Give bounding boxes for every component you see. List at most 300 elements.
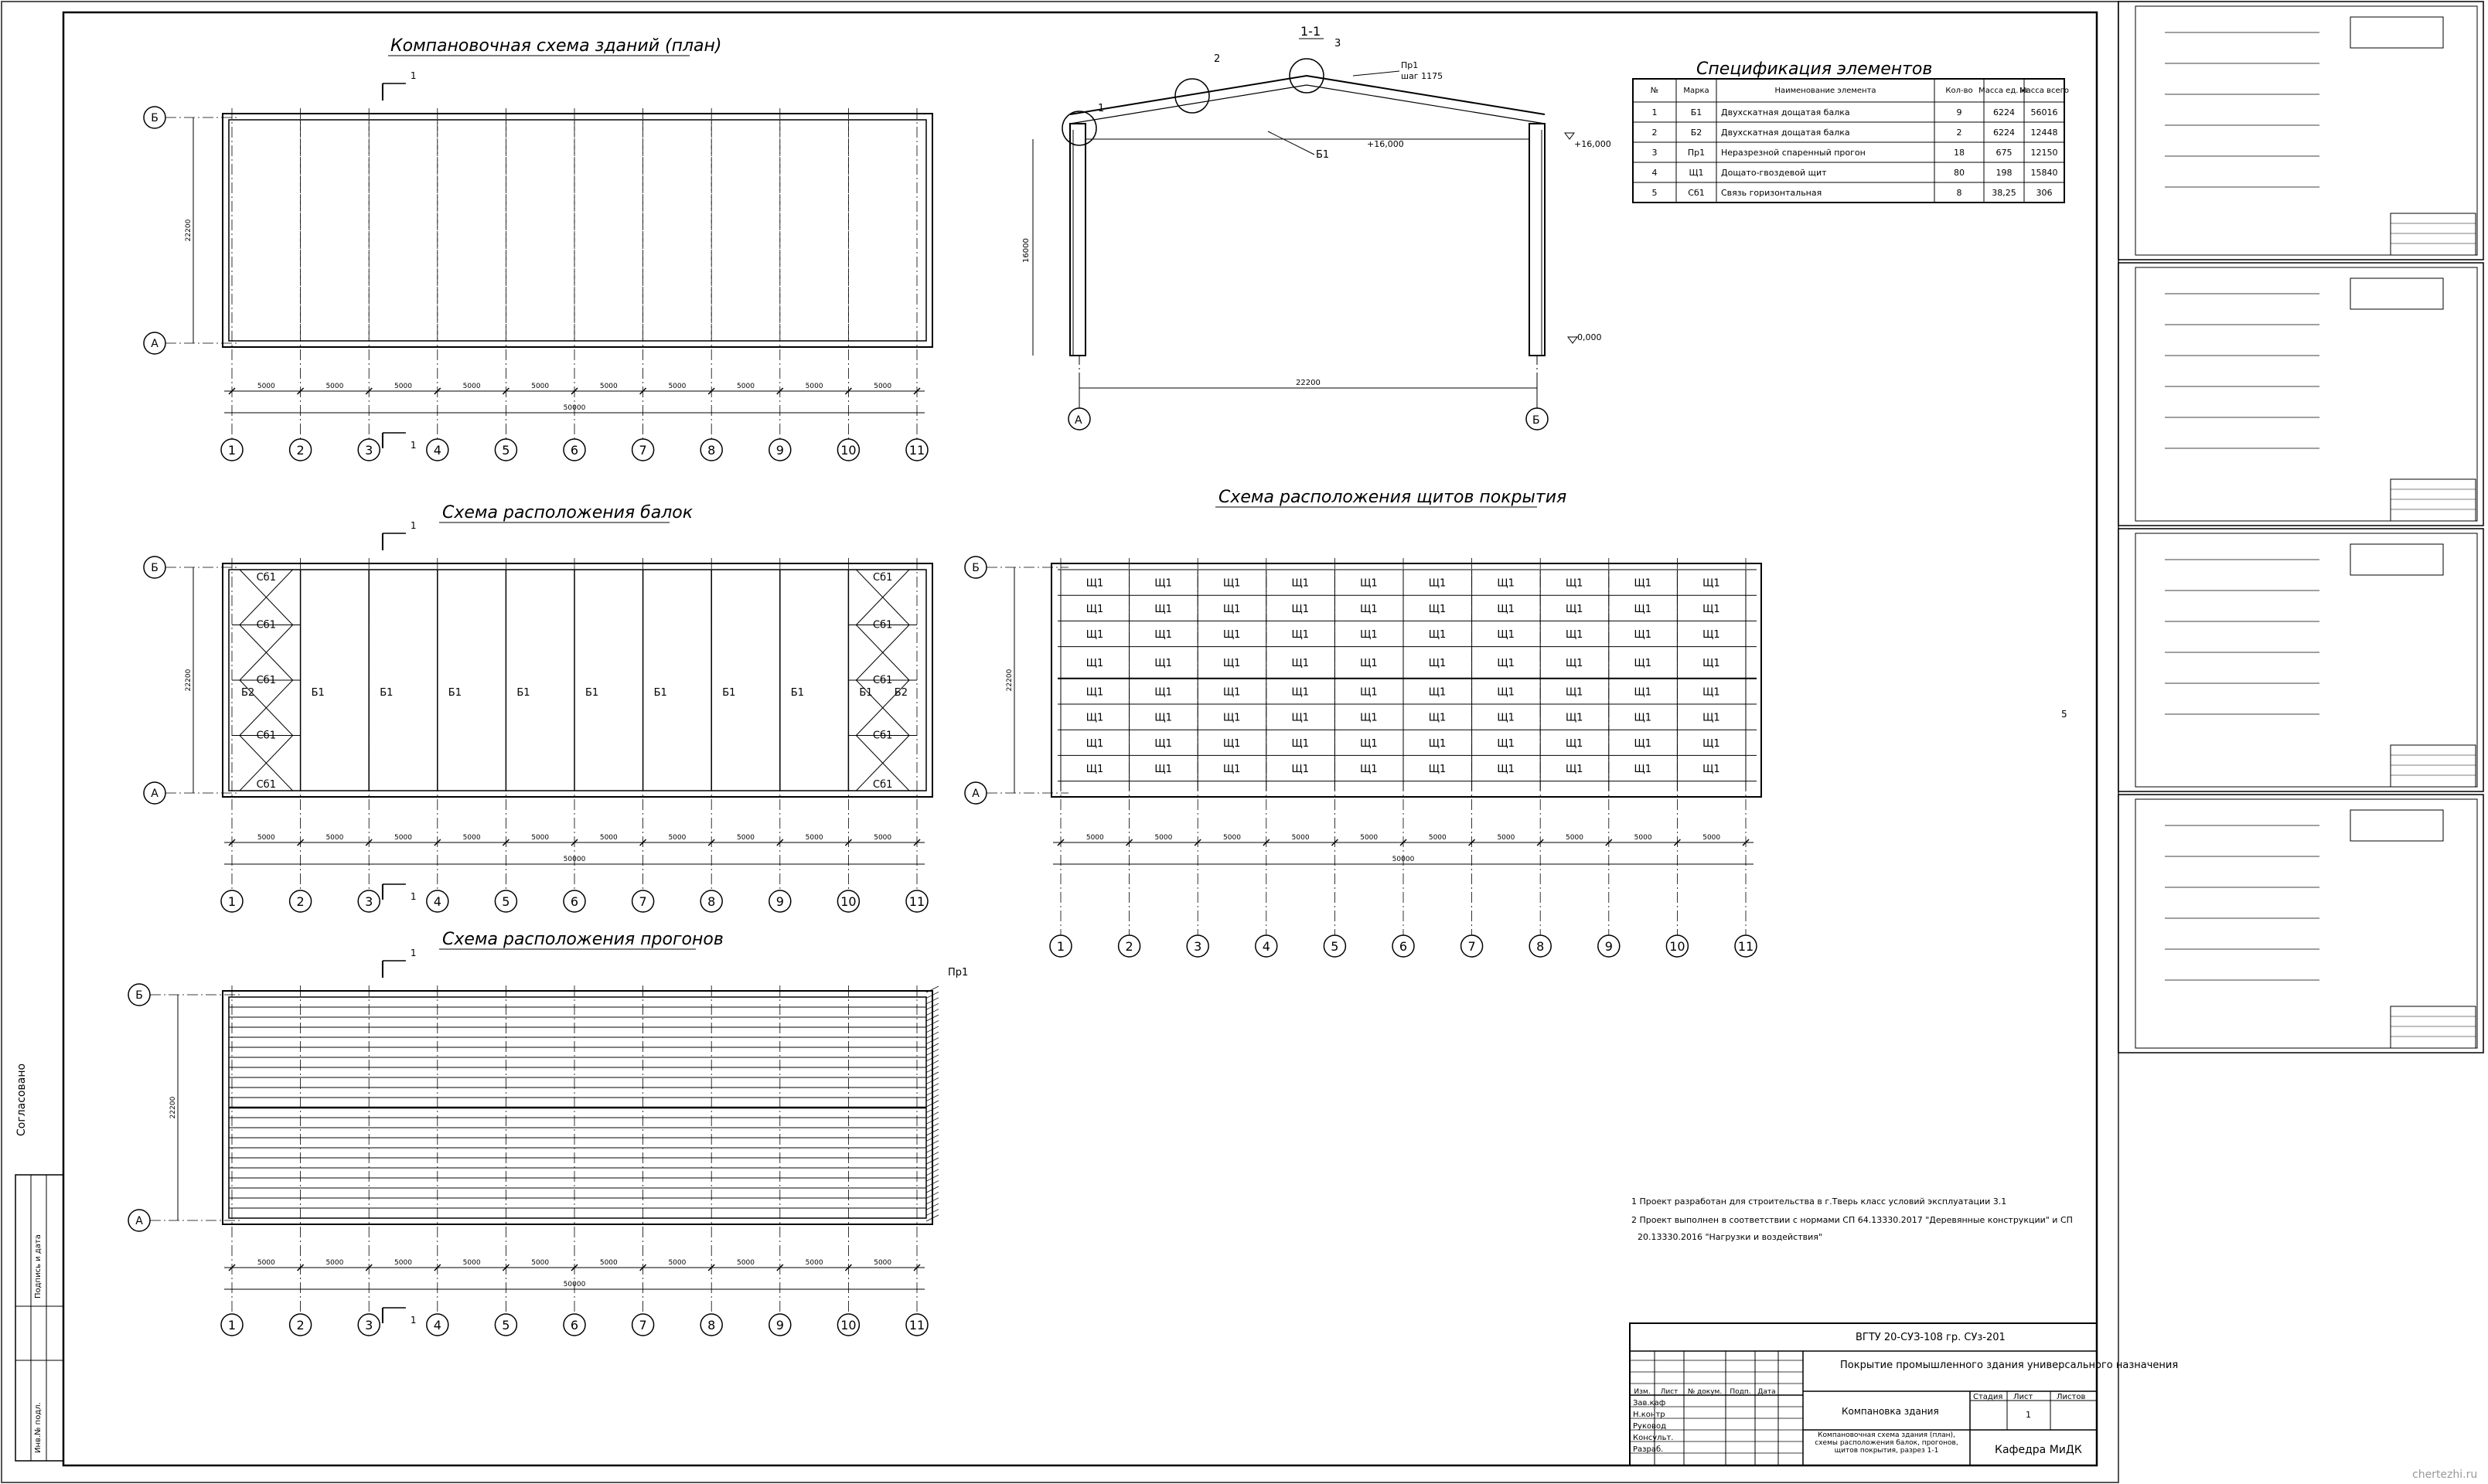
spec-cell-5-2: Связь горизонтальная (1721, 188, 1822, 198)
axis-label-9: 9 (775, 443, 784, 458)
thumb-sheet-4 (2118, 795, 2483, 1053)
shield-4-6: Щ1 (1428, 658, 1447, 670)
spec-cell-2-3: 2 (1956, 128, 1962, 138)
beams-title: Схема расположения балок (442, 503, 694, 522)
shield-1-7: Щ1 (1497, 577, 1515, 590)
shield-3-6: Щ1 (1428, 629, 1447, 641)
shield-4-8: Щ1 (1565, 658, 1583, 670)
cut-label-top: 1 (410, 948, 417, 958)
brace-label-1-1: Сб1 (873, 619, 893, 631)
shield-5-1: Щ1 (1086, 686, 1104, 699)
bay-dim-4: 5000 (462, 834, 481, 842)
brace-label-1-0: Сб1 (873, 572, 893, 584)
bay-dim-2: 5000 (325, 383, 344, 390)
bay-dim-1: 5000 (257, 1259, 275, 1267)
shield-3-10: Щ1 (1702, 629, 1720, 641)
sheet-frame (2, 2, 2118, 1482)
side-inv: Инв.№ подл. (34, 1402, 43, 1453)
spec-header-2: Наименование элемента (1774, 87, 1876, 95)
axis-label-1: 1 (227, 1318, 237, 1333)
note-1: 1 Проект разработан для строительства в г.Тверь класс условий эксплуатации 3.1 (1631, 1196, 2007, 1207)
shield-4-5: Щ1 (1360, 658, 1378, 670)
span-dim: 22200 (185, 669, 193, 692)
bay-dim-8: 5000 (737, 383, 755, 390)
tb-col-1: Лист (1660, 1388, 1679, 1396)
spec-header-3: Кол-во (1945, 87, 1973, 95)
bay-dim-7: 5000 (668, 1259, 687, 1267)
axis-label-8: 8 (1536, 939, 1545, 954)
axis-label-7: 7 (639, 894, 647, 909)
shield-4-2: Щ1 (1154, 658, 1172, 670)
shield-5-9: Щ1 (1634, 686, 1652, 699)
axis-label-9: 9 (775, 894, 784, 909)
bay-dim-7: 5000 (1497, 834, 1515, 842)
plan-title: Компановочная схема зданий (план) (390, 36, 722, 56)
bay-dim-3: 5000 (394, 1259, 412, 1267)
axis-label-3: 3 (365, 1318, 373, 1333)
shield-6-2: Щ1 (1154, 712, 1172, 724)
thumb-sheet-1 (2118, 2, 2483, 260)
axis-label-2: 2 (1125, 939, 1133, 954)
shield-5-7: Щ1 (1497, 686, 1515, 699)
bay-dim-9: 5000 (805, 1259, 823, 1267)
tb-sheet-name: Компановка здания (1842, 1406, 1939, 1417)
side-stamp (15, 1064, 63, 1461)
cut-label-top: 1 (410, 520, 417, 531)
axis-label-10: 10 (840, 894, 857, 909)
beam-label-2: Б1 (311, 687, 325, 699)
spec-cell-4-2: Дощато-гвоздевой щит (1721, 168, 1827, 178)
shield-6-3: Щ1 (1222, 712, 1241, 724)
section-axis-a: А (1075, 414, 1082, 427)
shield-3-1: Щ1 (1086, 629, 1104, 641)
section-purlin-step: шаг 1175 (1401, 71, 1443, 81)
tb-col-0: Изм. (1634, 1388, 1651, 1396)
beam-label-7: Б1 (653, 687, 667, 699)
shield-6-5: Щ1 (1360, 712, 1378, 724)
bay-dim-4: 5000 (1291, 834, 1310, 842)
axis-label-11: 11 (1737, 939, 1754, 954)
spec-cell-1-0: 1 (1651, 107, 1658, 117)
shield-7-8: Щ1 (1565, 737, 1583, 750)
row-label-А: А (135, 1215, 143, 1227)
shield-3-5: Щ1 (1360, 629, 1378, 641)
section-callout-3: 3 (1334, 38, 1341, 49)
bay-dim-9: 5000 (805, 383, 823, 390)
shield-4-3: Щ1 (1222, 658, 1241, 670)
bay-dim-5: 5000 (531, 1259, 550, 1267)
shield-6-1: Щ1 (1086, 712, 1104, 724)
cut-label-bottom: 1 (410, 1315, 417, 1326)
bay-dim-2: 5000 (325, 834, 344, 842)
tb-sheet-h: Лист (2013, 1393, 2033, 1401)
shield-2-8: Щ1 (1565, 603, 1583, 615)
shields-title: Схема расположения щитов покрытия (1218, 488, 1567, 507)
brace-label-1-4: Сб1 (873, 779, 893, 791)
spec-cell-1-3: 9 (1956, 107, 1962, 117)
beam-label-10: Б1 (859, 687, 873, 699)
shield-1-3: Щ1 (1222, 577, 1241, 590)
spec-header-5: Масса всего (2019, 87, 2069, 95)
tb-role-4: Разраб. (1633, 1445, 1664, 1454)
axis-label-8: 8 (707, 1318, 716, 1333)
bay-dim-10: 5000 (874, 1259, 892, 1267)
shield-8-7: Щ1 (1497, 764, 1515, 775)
section-level-zero: 0,000 (1577, 332, 1602, 342)
shield-5-2: Щ1 (1154, 686, 1172, 699)
shield-8-8: Щ1 (1565, 764, 1583, 775)
tb-sheets-h: Листов (2057, 1393, 2086, 1401)
section-purlin-tag: Пр1 (1401, 60, 1419, 70)
spec-cell-3-0: 3 (1651, 148, 1658, 158)
bay-dim-3: 5000 (1223, 834, 1241, 842)
axis-label-1: 1 (227, 894, 237, 909)
shield-3-9: Щ1 (1634, 629, 1652, 641)
beam-label-5: Б1 (516, 687, 530, 699)
bay-dim-3: 5000 (394, 834, 412, 842)
spec-header-0: № (1650, 87, 1659, 95)
total-dim: 50000 (1392, 856, 1415, 863)
thumb-sheet-3 (2118, 529, 2483, 791)
axis-label-4: 4 (1262, 939, 1270, 954)
cut-label-bottom: 1 (410, 891, 417, 902)
shield-1-6: Щ1 (1428, 577, 1447, 590)
spec-cell-1-4: 6224 (1993, 107, 2015, 117)
bay-dim-7: 5000 (668, 834, 687, 842)
spec-title: Спецификация элементов (1696, 60, 1933, 79)
axis-label-4: 4 (433, 443, 441, 458)
axis-label-8: 8 (707, 443, 716, 458)
beam-label-9: Б1 (790, 687, 805, 699)
tb-project: Покрытие промышленного здания универсального назначения (1840, 1360, 2179, 1371)
notes (1631, 1196, 2073, 1242)
bay-dim-9: 5000 (1634, 834, 1652, 842)
bay-dim-7: 5000 (668, 383, 687, 390)
axis-label-1: 1 (227, 443, 237, 458)
spec-cell-1-2: Двухскатная дощатая балка (1721, 107, 1850, 117)
bay-dim-3: 5000 (394, 383, 412, 390)
brace-label-0-1: Сб1 (256, 619, 276, 631)
tb-col-4: Дата (1757, 1388, 1776, 1396)
total-dim: 50000 (563, 856, 586, 863)
tb-sheet-no: 1 (2026, 1410, 2031, 1420)
axis-label-9: 9 (1604, 939, 1613, 954)
shield-6-4: Щ1 (1291, 712, 1310, 724)
axis-label-3: 3 (365, 443, 373, 458)
bay-dim-6: 5000 (599, 383, 618, 390)
beam-label-3: Б1 (380, 687, 394, 699)
spec-cell-4-5: 15840 (2030, 168, 2058, 178)
axis-label-10: 10 (840, 1318, 857, 1333)
plan-view (144, 36, 932, 461)
sheet-thumbnails (2118, 2, 2483, 1053)
section-axis-b: Б (1532, 414, 1540, 427)
shield-2-10: Щ1 (1702, 603, 1720, 615)
span-dim: 22200 (1006, 669, 1014, 692)
shield-7-7: Щ1 (1497, 737, 1515, 750)
shield-6-8: Щ1 (1565, 712, 1583, 724)
row-label-Б: Б (151, 562, 158, 574)
axis-label-6: 6 (570, 443, 579, 458)
beam-label-4: Б1 (448, 687, 462, 699)
shield-7-5: Щ1 (1360, 737, 1378, 750)
shield-5-8: Щ1 (1565, 686, 1583, 699)
bay-dim-5: 5000 (531, 834, 550, 842)
axis-label-2: 2 (296, 894, 305, 909)
shield-2-1: Щ1 (1086, 603, 1104, 615)
shield-1-2: Щ1 (1154, 577, 1172, 590)
shield-7-1: Щ1 (1086, 737, 1104, 750)
bay-dim-6: 5000 (599, 1259, 618, 1267)
watermark: chertezhi.ru (2412, 1469, 2478, 1481)
spec-cell-5-4: 38,25 (1992, 188, 2016, 198)
spec-cell-3-4: 675 (1996, 148, 2013, 158)
shield-7-2: Щ1 (1154, 737, 1172, 750)
section-callout-1: 1 (1098, 103, 1105, 114)
axis-label-9: 9 (775, 1318, 784, 1333)
page-marker: 5 (2061, 709, 2067, 720)
total-dim: 50000 (563, 404, 586, 412)
spec-table (1633, 60, 2069, 203)
shield-8-10: Щ1 (1702, 764, 1720, 775)
shield-6-10: Щ1 (1702, 712, 1720, 724)
brace-label-0-4: Сб1 (256, 779, 276, 791)
tb-dept: Кафедра МиДК (1995, 1444, 2082, 1456)
spec-cell-3-3: 18 (1954, 148, 1965, 158)
shield-8-5: Щ1 (1360, 764, 1378, 775)
shield-1-8: Щ1 (1565, 577, 1583, 590)
purlins-title: Схема расположения прогонов (442, 930, 724, 949)
section-span-dim: 22200 (1296, 379, 1321, 387)
purlin-tag: Пр1 (948, 967, 969, 979)
axis-label-3: 3 (1194, 939, 1202, 954)
axis-label-8: 8 (707, 894, 716, 909)
row-label-Б: Б (135, 989, 143, 1002)
tb-col-2: № докум. (1687, 1388, 1723, 1396)
shield-3-8: Щ1 (1565, 629, 1583, 641)
shield-3-7: Щ1 (1497, 629, 1515, 641)
spec-cell-4-3: 80 (1954, 168, 1965, 178)
shield-7-10: Щ1 (1702, 737, 1720, 750)
shield-6-7: Щ1 (1497, 712, 1515, 724)
shield-3-2: Щ1 (1154, 629, 1172, 641)
spec-cell-5-5: 306 (2036, 188, 2053, 198)
axis-label-4: 4 (433, 894, 441, 909)
section-view (1022, 24, 1611, 430)
shield-8-3: Щ1 (1222, 764, 1241, 775)
spec-cell-4-4: 198 (1996, 168, 2013, 178)
bay-dim-4: 5000 (462, 1259, 481, 1267)
shield-7-9: Щ1 (1634, 737, 1652, 750)
section-beam-label: Б1 (1316, 149, 1330, 161)
bay-dim-2: 5000 (325, 1259, 344, 1267)
beam-label-11: Б2 (894, 687, 908, 699)
spec-frame (1633, 79, 2064, 203)
spec-cell-3-5: 12150 (2030, 148, 2058, 158)
bay-dim-1: 5000 (257, 834, 275, 842)
shield-2-2: Щ1 (1154, 603, 1172, 615)
beam-label-6: Б1 (585, 687, 599, 699)
spec-cell-2-5: 12448 (2030, 128, 2058, 138)
axis-label-11: 11 (908, 443, 925, 458)
axis-label-11: 11 (908, 1318, 925, 1333)
shield-1-10: Щ1 (1702, 577, 1720, 590)
row-label-Б: Б (151, 112, 158, 124)
shield-2-7: Щ1 (1497, 603, 1515, 615)
shield-3-3: Щ1 (1222, 629, 1241, 641)
beam-label-1: Б2 (241, 687, 255, 699)
total-dim: 50000 (563, 1281, 586, 1288)
cut-label-top: 1 (410, 70, 417, 81)
axis-label-10: 10 (840, 443, 857, 458)
bay-dim-4: 5000 (462, 383, 481, 390)
spec-cell-5-1: Сб1 (1688, 188, 1705, 198)
axis-label-11: 11 (908, 894, 925, 909)
section-level-top: +16,000 (1367, 139, 1404, 149)
tb-role-3: Консульт. (1633, 1434, 1674, 1442)
spec-cell-3-2: Неразрезной спаренный прогон (1721, 148, 1866, 158)
thumb-sheet-2 (2118, 263, 2483, 526)
axis-label-2: 2 (296, 443, 305, 458)
tb-col-3: Подп. (1730, 1388, 1751, 1396)
axis-label-7: 7 (639, 1318, 647, 1333)
brace-label-1-2: Сб1 (873, 675, 893, 686)
shield-7-6: Щ1 (1428, 737, 1447, 750)
brace-label-0-2: Сб1 (256, 675, 276, 686)
shield-7-3: Щ1 (1222, 737, 1241, 750)
tb-role-2: Руковод (1633, 1422, 1667, 1431)
side-agreed: Согласовано (15, 1063, 28, 1136)
bay-dim-10: 5000 (874, 834, 892, 842)
shield-1-1: Щ1 (1086, 577, 1104, 590)
brace-label-1-3: Сб1 (873, 730, 893, 742)
row-label-А: А (151, 788, 158, 800)
shield-2-9: Щ1 (1634, 603, 1652, 615)
shield-5-4: Щ1 (1291, 686, 1310, 699)
shield-8-6: Щ1 (1428, 764, 1447, 775)
axis-label-7: 7 (639, 443, 647, 458)
bay-dim-6: 5000 (599, 834, 618, 842)
brace-label-0-0: Сб1 (256, 572, 276, 584)
shield-2-6: Щ1 (1428, 603, 1447, 615)
brace-label-0-3: Сб1 (256, 730, 276, 742)
tb-stage-h: Стадия (1973, 1393, 2003, 1401)
row-label-А: А (972, 788, 980, 800)
shield-1-4: Щ1 (1291, 577, 1310, 590)
shields-view (965, 488, 1761, 957)
beam-label-8: Б1 (722, 687, 736, 699)
bay-dim-5: 5000 (1360, 834, 1379, 842)
section-level-right: +16,000 (1574, 139, 1611, 149)
shield-5-5: Щ1 (1360, 686, 1378, 699)
shield-1-5: Щ1 (1360, 577, 1378, 590)
tb-code: ВГТУ 20-СУЗ-108 гр. СУз-201 (1856, 1332, 2006, 1343)
shield-4-10: Щ1 (1702, 658, 1720, 670)
purlins-view (128, 930, 968, 1336)
axis-label-1: 1 (1056, 939, 1065, 954)
beams-view (144, 503, 932, 912)
axis-label-7: 7 (1467, 939, 1476, 954)
spec-cell-4-1: Щ1 (1689, 168, 1704, 178)
row-label-А: А (151, 338, 158, 350)
span-dim: 22200 (185, 219, 193, 242)
cut-label-bottom: 1 (410, 440, 417, 451)
bay-dim-5: 5000 (531, 383, 550, 390)
bay-dim-1: 5000 (257, 383, 275, 390)
bay-dim-10: 5000 (874, 383, 892, 390)
shield-2-4: Щ1 (1291, 603, 1310, 615)
bay-dim-8: 5000 (1566, 834, 1583, 842)
shield-8-9: Щ1 (1634, 764, 1652, 775)
axis-label-6: 6 (570, 894, 579, 909)
side-sign: Подпись и дата (34, 1234, 43, 1298)
spec-header-1: Марка (1683, 87, 1709, 95)
spec-cell-1-1: Б1 (1690, 107, 1702, 117)
axis-label-5: 5 (1331, 939, 1339, 954)
spec-cell-5-3: 8 (1956, 188, 1962, 198)
spec-cell-2-1: Б2 (1690, 128, 1702, 138)
spec-cell-1-5: 56016 (2030, 107, 2058, 117)
shield-4-7: Щ1 (1497, 658, 1515, 670)
spec-header-4: Масса ед. кг (1978, 87, 2030, 95)
bay-dim-2: 5000 (1154, 834, 1173, 842)
bay-dim-10: 5000 (1702, 834, 1721, 842)
shield-8-4: Щ1 (1291, 764, 1310, 775)
shield-5-10: Щ1 (1702, 686, 1720, 699)
axis-label-5: 5 (502, 1318, 510, 1333)
tb-contents: Компановочная схема здания (план), схемы расположения балок, прогонов, щитов покрытия, разрез 1-1 (1815, 1431, 1958, 1455)
shield-5-6: Щ1 (1428, 686, 1447, 699)
shield-4-4: Щ1 (1291, 658, 1310, 670)
tb-role-1: Н.контр (1633, 1411, 1665, 1419)
shield-6-9: Щ1 (1634, 712, 1652, 724)
shield-1-9: Щ1 (1634, 577, 1652, 590)
span-dim: 22200 (169, 1096, 177, 1119)
spec-cell-2-0: 2 (1651, 128, 1658, 138)
shield-3-4: Щ1 (1291, 629, 1310, 641)
axis-label-4: 4 (433, 1318, 441, 1333)
row-label-Б: Б (972, 562, 980, 574)
axis-label-6: 6 (1399, 939, 1408, 954)
section-title: 1-1 (1300, 24, 1321, 39)
bay-dim-6: 5000 (1428, 834, 1447, 842)
shield-6-6: Щ1 (1428, 712, 1447, 724)
axis-label-5: 5 (502, 443, 510, 458)
shield-2-5: Щ1 (1360, 603, 1378, 615)
spec-cell-2-2: Двухскатная дощатая балка (1721, 128, 1850, 138)
axis-label-3: 3 (365, 894, 373, 909)
section-callout-2: 2 (1214, 53, 1221, 65)
note-2: 2 Проект выполнен в соответствии с нормами СП 64.13330.2017 "Деревянные конструкции" и СП (1631, 1215, 2073, 1225)
shield-4-1: Щ1 (1086, 658, 1104, 670)
bay-dim-9: 5000 (805, 834, 823, 842)
shield-7-4: Щ1 (1291, 737, 1310, 750)
tb-role-0: Зав.каф (1633, 1399, 1666, 1407)
shield-8-1: Щ1 (1086, 764, 1104, 775)
bay-dim-8: 5000 (737, 1259, 755, 1267)
axis-label-5: 5 (502, 894, 510, 909)
axis-label-6: 6 (570, 1318, 579, 1333)
section-height-dim: 16000 (1022, 238, 1031, 263)
axis-label-2: 2 (296, 1318, 305, 1333)
spec-cell-2-4: 6224 (1993, 128, 2015, 138)
shield-2-3: Щ1 (1222, 603, 1241, 615)
shield-8-2: Щ1 (1154, 764, 1172, 775)
note-3: 20.13330.2016 "Нагрузки и воздействия" (1638, 1232, 1822, 1242)
spec-cell-4-0: 4 (1651, 168, 1658, 178)
axis-label-10: 10 (1669, 939, 1685, 954)
bay-dim-1: 5000 (1086, 834, 1104, 842)
